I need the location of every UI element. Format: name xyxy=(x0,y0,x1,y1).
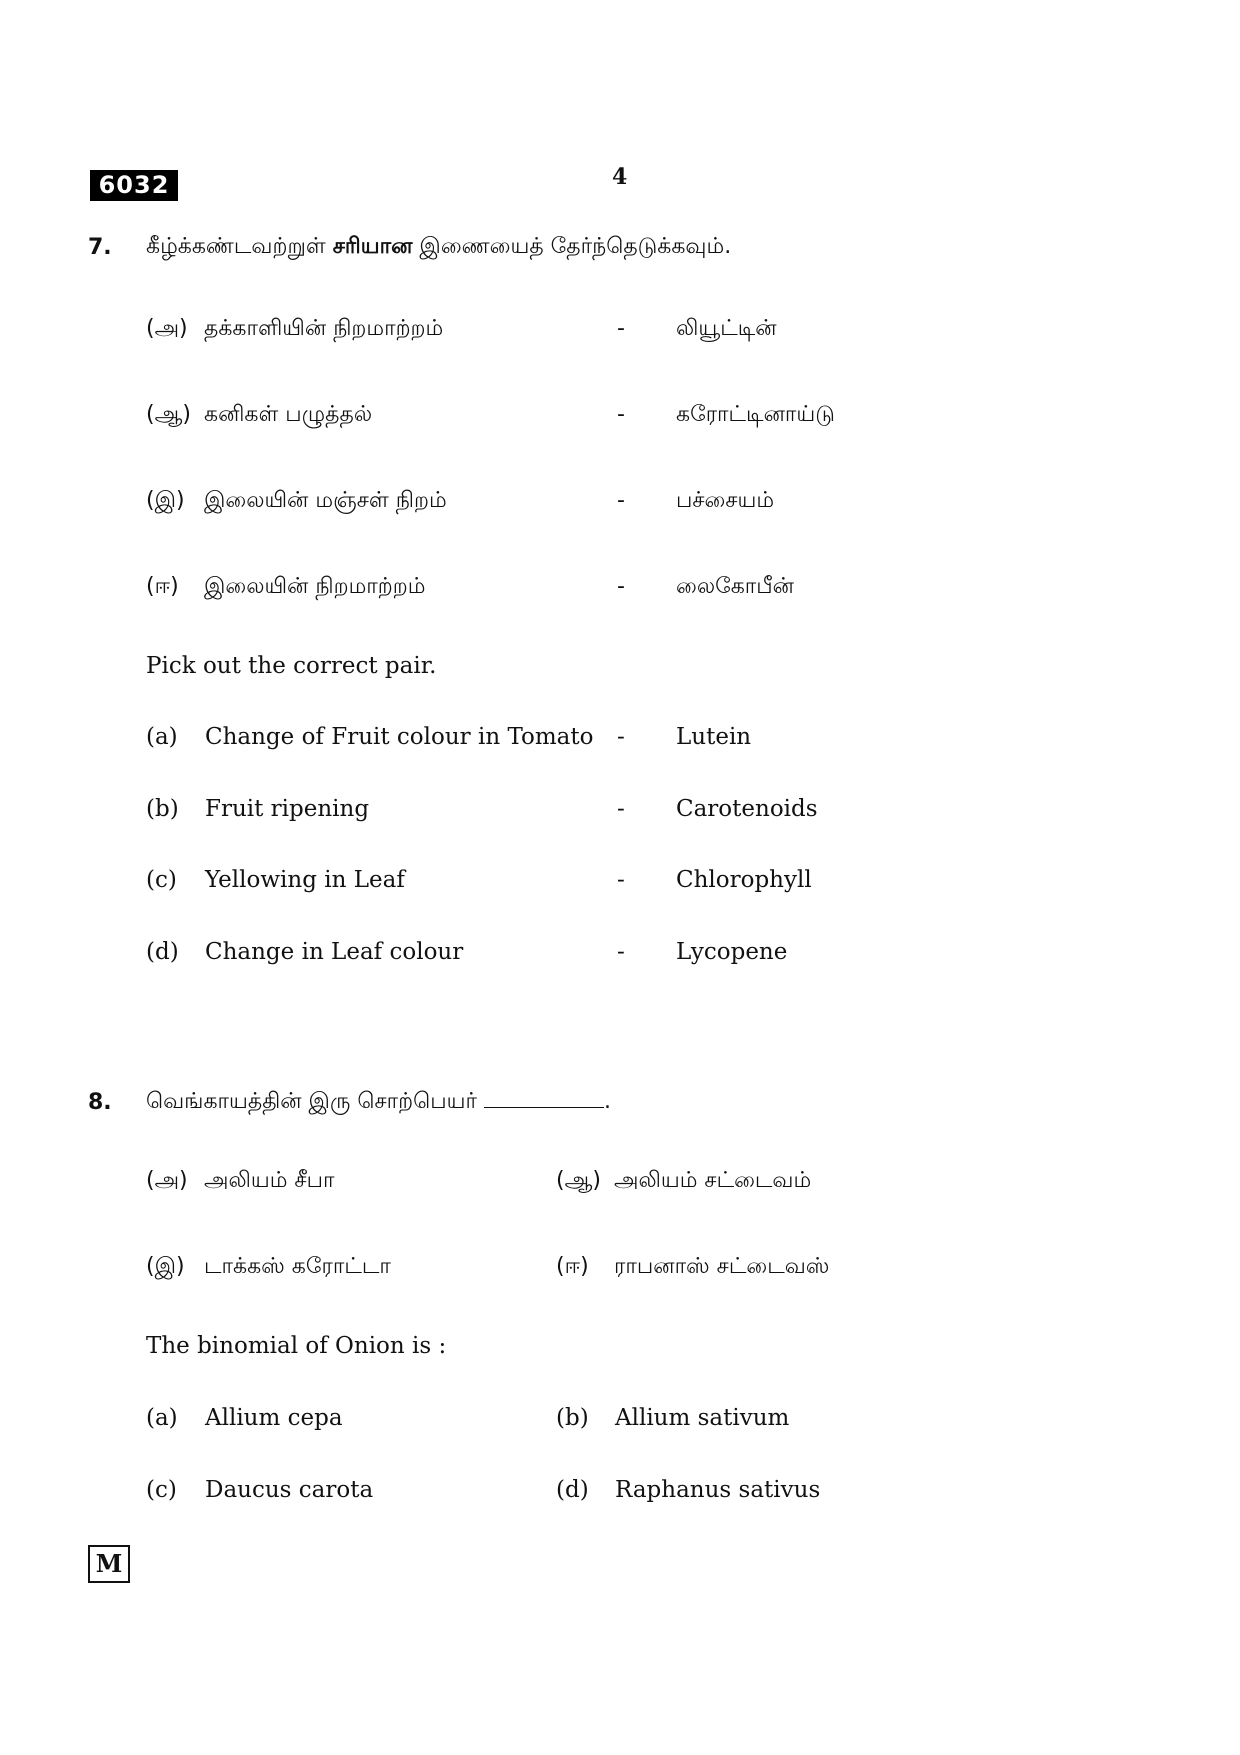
q8-ta-option-label: (ஈ) xyxy=(556,1254,589,1279)
q7-en-pair-label: (a) xyxy=(146,724,178,750)
q7-ta-pair-label: (ஈ) xyxy=(146,574,179,599)
q8-en-option-text: Raphanus sativus xyxy=(615,1477,821,1503)
q7-ta-pair-label: (இ) xyxy=(146,488,185,513)
q7-en-pair-label: (d) xyxy=(146,939,179,965)
q7-prompt-pre: கீழ்க்கண்டவற்றுள் xyxy=(146,234,326,259)
q7-en-pair-right: Chlorophyll xyxy=(676,867,812,893)
question-8-number: 8. xyxy=(88,1090,112,1115)
q8-ta-option-label: (இ) xyxy=(146,1254,185,1279)
q7-en-pair-left: Fruit ripening xyxy=(205,796,370,822)
q7-en-pair-dash: - xyxy=(617,796,625,822)
q8-ta-option-label: (ஆ) xyxy=(556,1168,601,1193)
q7-ta-pair-left: இலையின் நிறமாற்றம் xyxy=(204,574,426,599)
q8-en-option-text: Allium sativum xyxy=(615,1405,790,1431)
q7-ta-pair-label: (அ) xyxy=(146,316,188,341)
q7-ta-pair-left: கனிகள் பழுத்தல் xyxy=(204,402,373,427)
q7-prompt-bold: சரியான xyxy=(332,234,413,259)
q7-ta-pair-dash: - xyxy=(617,402,625,427)
question-7-number: 7. xyxy=(88,235,112,260)
q7-prompt-post: இணையைத் தேர்ந்தெடுக்கவும். xyxy=(419,234,732,259)
q8-en-option-text: Daucus carota xyxy=(205,1477,374,1503)
question-7-tamil-prompt xyxy=(146,234,731,262)
q8-en-option-label: (b) xyxy=(556,1405,589,1431)
question-7-english-prompt: Pick out the correct pair. xyxy=(146,653,437,679)
answer-blank xyxy=(484,1089,604,1108)
q7-ta-pair-right: கரோட்டினாய்டு xyxy=(676,402,835,427)
q7-en-pair-dash: - xyxy=(617,724,625,750)
q8-ta-option-label: (அ) xyxy=(146,1168,188,1193)
q8-ta-option-text: அலியம் சீபா xyxy=(204,1168,335,1193)
q8-ta-option-text: டாக்கஸ் கரோட்டா xyxy=(204,1254,391,1279)
q7-en-pair-left: Yellowing in Leaf xyxy=(205,867,405,893)
q7-en-pair-left: Change of Fruit colour in Tomato xyxy=(205,724,594,750)
q8-en-option-label: (d) xyxy=(556,1477,589,1503)
q8-en-option-label: (c) xyxy=(146,1477,177,1503)
q8-en-option-label: (a) xyxy=(146,1405,178,1431)
q7-ta-pair-dash: - xyxy=(617,316,625,341)
question-8-tamil-prompt xyxy=(146,1089,611,1117)
q7-ta-pair-label: (ஆ) xyxy=(146,402,191,427)
q7-en-pair-label: (b) xyxy=(146,796,179,822)
q7-en-pair-right: Lycopene xyxy=(676,939,788,965)
q7-en-pair-label: (c) xyxy=(146,867,177,893)
q7-ta-pair-dash: - xyxy=(617,574,625,599)
q7-en-pair-dash: - xyxy=(617,867,625,893)
medium-mark-box: M xyxy=(88,1545,130,1583)
q8-en-option-text: Allium cepa xyxy=(205,1405,343,1431)
q7-ta-pair-left: இலையின் மஞ்சள் நிறம் xyxy=(204,488,447,513)
q7-en-pair-left: Change in Leaf colour xyxy=(205,939,464,965)
q8-prompt-text: வெங்காயத்தின் இரு சொற்பெயர் xyxy=(146,1089,477,1114)
q8-ta-option-text: ராபனாஸ் சட்டைவஸ் xyxy=(614,1254,830,1279)
question-8-english-prompt: The binomial of Onion is : xyxy=(146,1333,447,1359)
q7-ta-pair-right: லைகோபீன் xyxy=(676,574,794,599)
paper-code-badge: 6032 xyxy=(90,170,178,201)
q7-ta-pair-right: பச்சையம் xyxy=(676,488,775,513)
q7-en-pair-right: Lutein xyxy=(676,724,752,750)
q7-ta-pair-left: தக்காளியின் நிறமாற்றம் xyxy=(204,316,444,341)
q7-ta-pair-dash: - xyxy=(617,488,625,513)
page-number: 4 xyxy=(612,164,628,190)
q8-ta-option-text: அலியம் சட்டைவம் xyxy=(614,1168,812,1193)
q7-ta-pair-right: லியூட்டின் xyxy=(676,316,777,341)
q7-en-pair-dash: - xyxy=(617,939,625,965)
q8-prompt-end: . xyxy=(603,1089,611,1114)
q7-en-pair-right: Carotenoids xyxy=(676,796,818,822)
